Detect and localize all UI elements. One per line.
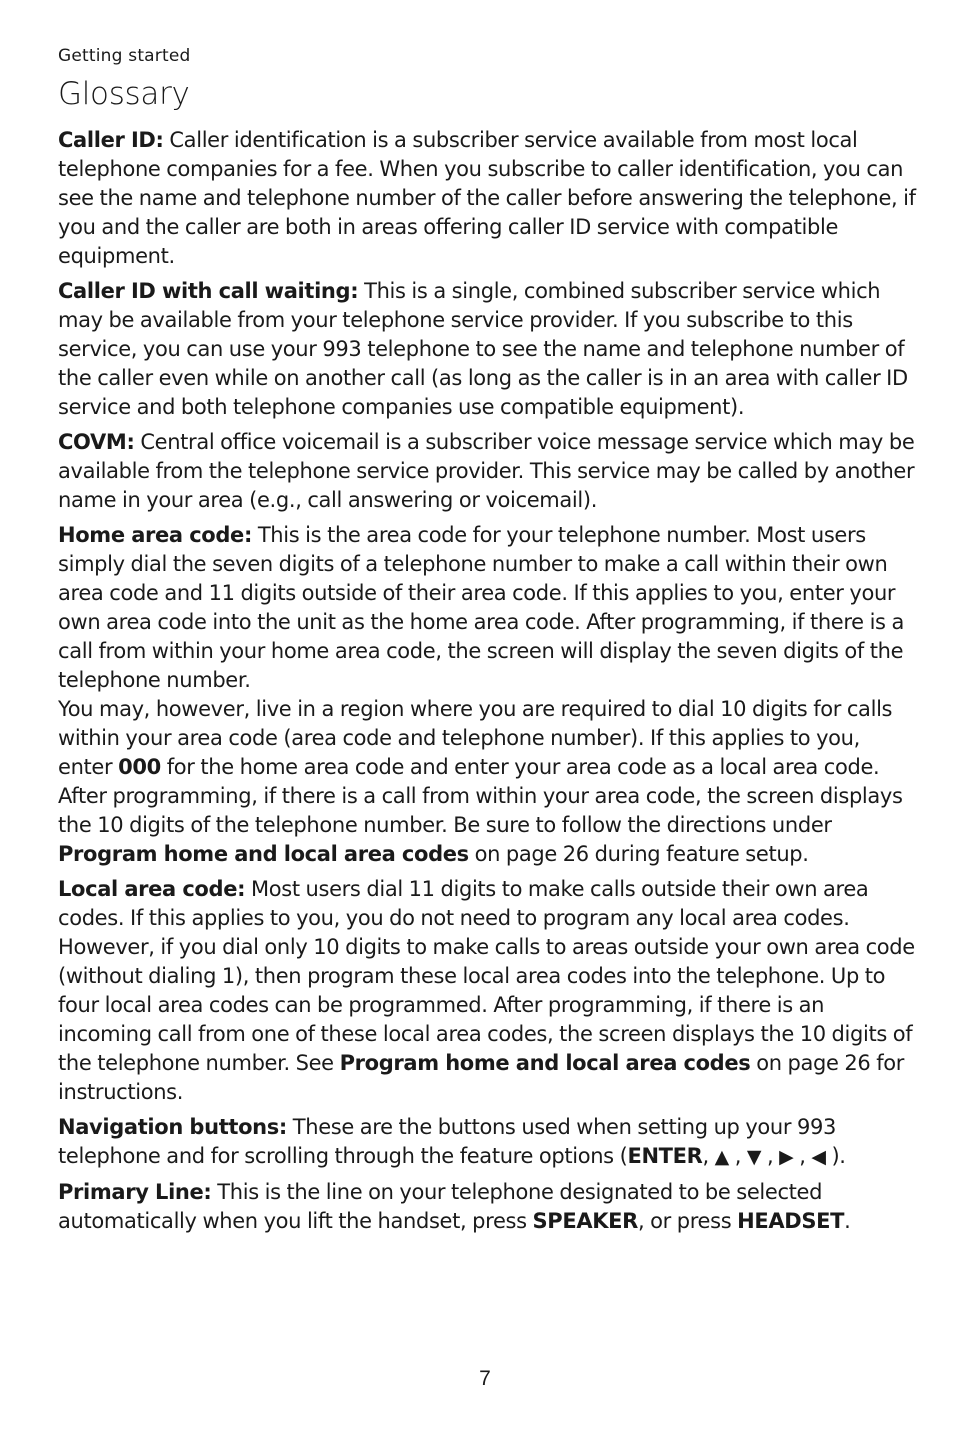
section-reference: Program home and local area codes <box>339 1051 751 1075</box>
definition-text: on page 26 during feature setup. <box>468 842 809 866</box>
glossary-definition: This is a single, combined subscriber service which may be available from your telephone service provider. If you subscribe to this service, you can use your 993 telephone to see the name and telephone number of the caller even while on another call (as long as the caller is in an area with caller ID service and both telephone companies use compatible equipment). <box>58 279 908 419</box>
code-value: 000 <box>118 755 161 779</box>
definition-text: , or press <box>637 1209 738 1233</box>
glossary-term: Local area code: <box>58 877 246 901</box>
glossary-entry-navigation-buttons <box>58 1113 916 1172</box>
entry-paragraph <box>58 277 916 422</box>
page-title: Glossary <box>58 76 190 112</box>
right-arrow-icon: ▶ <box>779 1146 794 1168</box>
glossary-term: Caller ID with call waiting: <box>58 279 359 303</box>
entry-paragraph <box>58 521 916 695</box>
entry-paragraph-2 <box>58 933 916 1107</box>
speaker-key-label: SPEAKER <box>532 1209 638 1233</box>
glossary-definition: Central office voicemail is a subscriber voice message service which may be available from the telephone service provider. This service may be called by another name in your area (e.g., call answering or voicemail). <box>58 430 915 512</box>
enter-key-label: ENTER <box>627 1144 703 1168</box>
headset-key-label: HEADSET <box>737 1209 845 1233</box>
glossary-entry-primary-line <box>58 1178 916 1236</box>
glossary-entry-covm <box>58 428 916 515</box>
glossary-definition: These are the buttons used when setting up your 993 telephone and for scrolling through the feature options ( <box>58 1115 837 1168</box>
document-page <box>58 44 916 1242</box>
down-arrow-icon: ▼ <box>746 1146 762 1168</box>
definition-text: for the home area code and enter your area code as a local area code. After programming, if there is a call from within your area code, the screen displays the 10 digits of the telephone number. Be sure to follow the directions under <box>58 755 903 837</box>
glossary-definition: Most users dial 11 digits to make calls outside their own area codes. If this applies to you, you do not need to program any local area codes. <box>58 877 869 930</box>
left-arrow-icon: ◀ <box>811 1146 826 1168</box>
entry-paragraph <box>58 126 916 271</box>
definition-text: on page 26 for instructions. <box>58 1051 905 1104</box>
definition-end: . <box>844 1209 851 1233</box>
definition-end: ). <box>825 1144 846 1168</box>
glossary-term: Home area code: <box>58 523 252 547</box>
glossary-term: Navigation buttons: <box>58 1115 287 1139</box>
glossary-entry-caller-id <box>58 126 916 271</box>
entry-paragraph <box>58 1113 916 1172</box>
definition-text: You may, however, live in a region where you are required to dial 10 digits for calls within your area code (area code and telephone number). If this applies to you, enter <box>58 697 893 779</box>
section-label: Getting started <box>58 46 191 66</box>
entry-paragraph <box>58 875 916 933</box>
separator: , <box>761 1144 780 1168</box>
glossary-term: Caller ID: <box>58 128 164 152</box>
glossary-definition: Caller identification is a subscriber service available from most local telephone companies for a fee. When you subscribe to caller identification, you can see the name and telephone number of the caller before answering the telephone, if you and the caller are both in areas offering caller ID service with compatible equipment. <box>58 128 916 268</box>
glossary-term: COVM: <box>58 430 135 454</box>
section-reference: Program home and local area codes <box>58 842 469 866</box>
glossary-definition: This is the area code for your telephone number. Most users simply dial the seven digits of a telephone number to make a call within their own area code and 11 digits outside of their area code. If this applies to you, enter your own area code into the unit as the home area code. After programming, if there is a call from within your home area code, the screen will display the seven digits of the telephone number. <box>58 523 904 692</box>
page-number: 7 <box>479 1367 491 1390</box>
glossary-definition: This is the line on your telephone designated to be selected automatically when you lift the handset, press <box>58 1180 823 1233</box>
entry-paragraph-2 <box>58 695 916 869</box>
glossary-term: Primary Line: <box>58 1180 212 1204</box>
up-arrow-icon: ▲ <box>714 1146 729 1168</box>
separator: , <box>793 1144 812 1168</box>
definition-text: However, if you dial only 10 digits to make calls to areas outside your own area code (without dialing 1), then program these local area codes into the telephone. Up to four local area codes can be programmed. After programming, if there is an incoming call from one of these local area codes, the screen displays the 10 digits of the telephone number. See <box>58 935 915 1075</box>
entry-paragraph <box>58 1178 916 1236</box>
glossary-entry-home-area-code <box>58 521 916 869</box>
glossary-entry-local-area-code <box>58 875 916 1107</box>
glossary-entry-caller-id-call-waiting <box>58 277 916 422</box>
separator: , <box>728 1144 747 1168</box>
entry-paragraph <box>58 428 916 515</box>
separator: , <box>702 1144 715 1168</box>
